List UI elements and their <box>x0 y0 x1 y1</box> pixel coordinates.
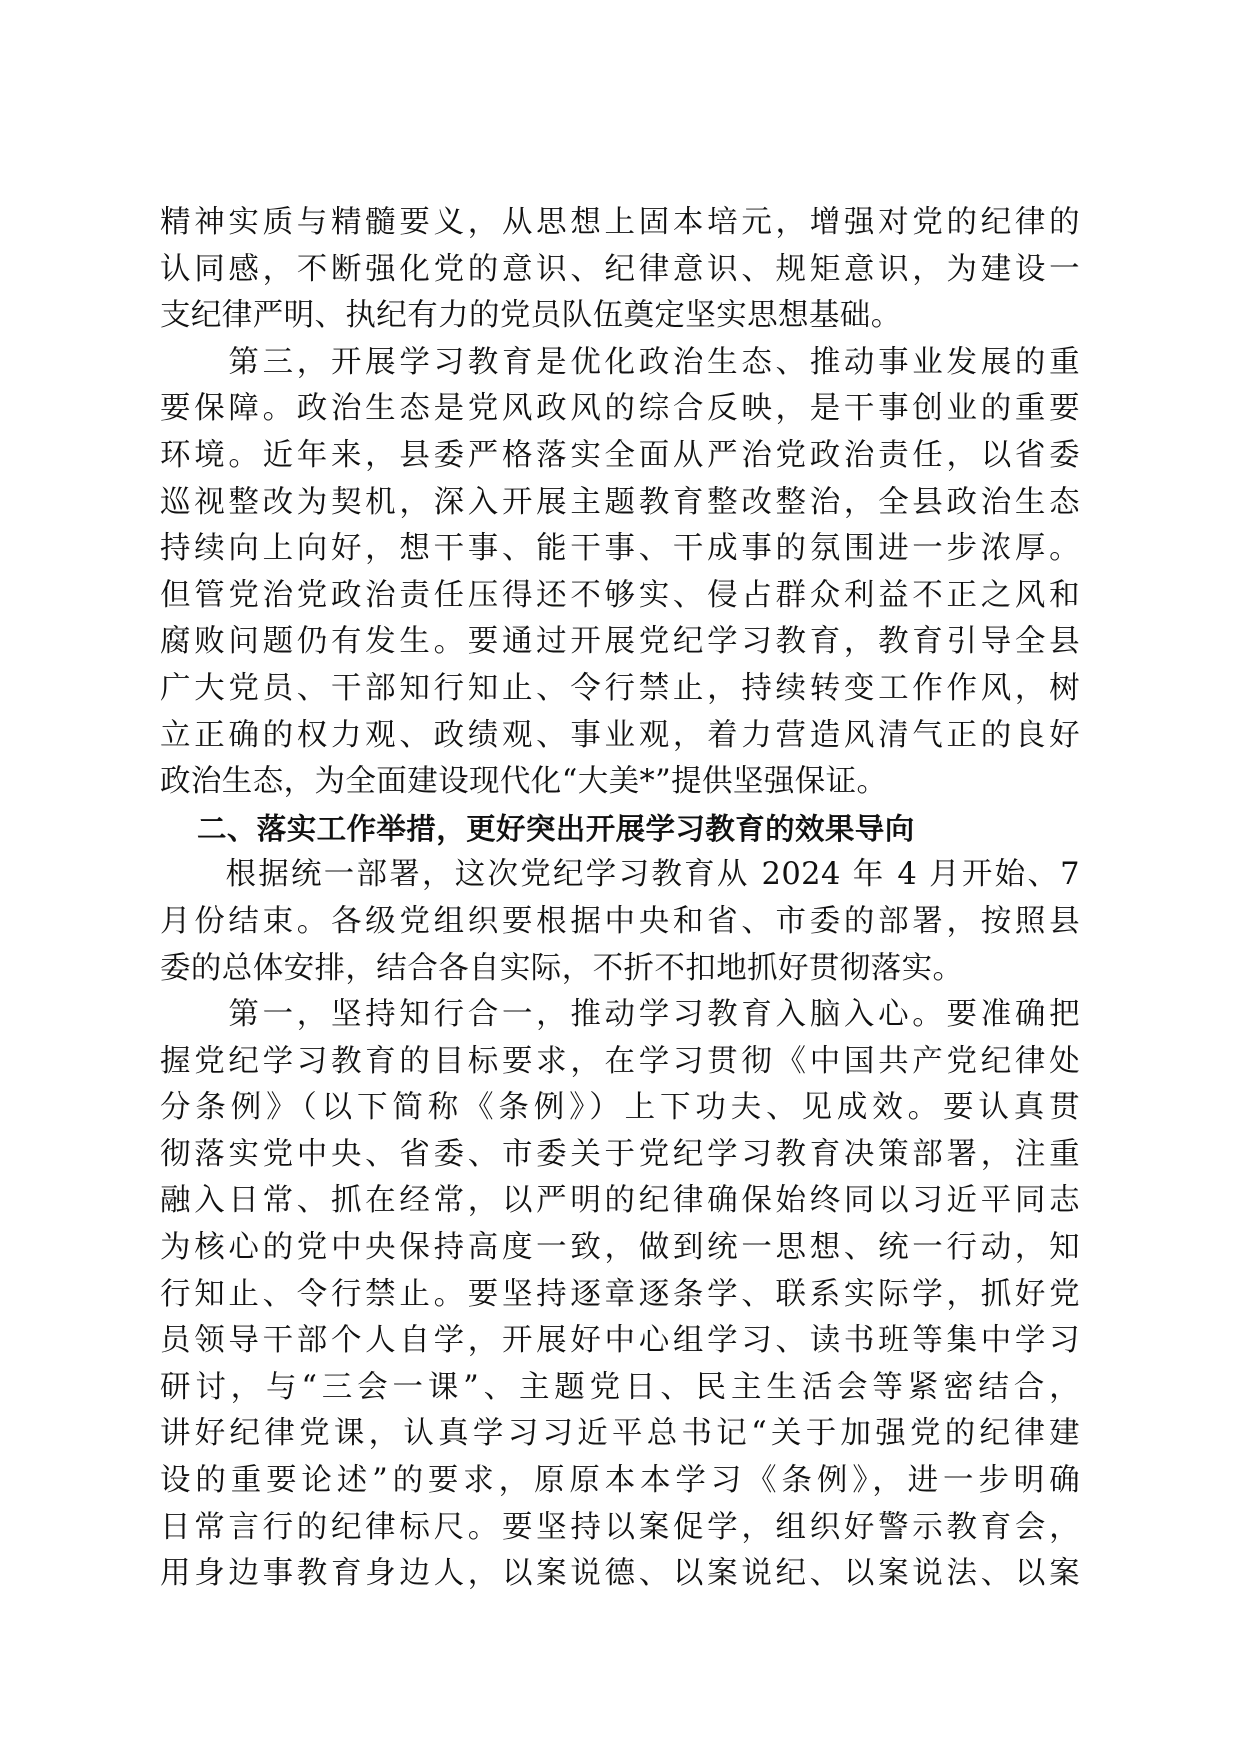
text-line: 持续向上向好，想干事、能干事、干成事的氛围进一步浓厚。 <box>160 531 1080 567</box>
text-line: 腐败问题仍有发生。要通过开展党纪学习教育，教育引导全县 <box>160 624 1080 660</box>
text-line: 根据统一部署，这次党纪学习教育从 2024 年 4 月开始、7 <box>160 857 1080 893</box>
text-line: 第三，开展学习教育是优化政治生态、推动事业发展的重 <box>160 344 1080 380</box>
text-line: 立正确的权力观、政绩观、事业观，着力营造风清气正的良好 <box>160 717 1080 753</box>
text-line: 支纪律严明、执纪有力的党员队伍奠定坚实思想基础。 <box>160 298 902 334</box>
text-line: 分条例》（以下简称《条例》）上下功夫、见成效。要认真贯 <box>160 1090 1080 1126</box>
text-line: 设的重要论述”的要求，原原本本学习《条例》，进一步明确 <box>160 1463 1080 1499</box>
text-line: 月份结束。各级党组织要根据中央和省、市委的部署，按照县 <box>160 903 1080 939</box>
text-line: 精神实质与精髓要义，从思想上固本培元，增强对党的纪律的 <box>160 205 1080 240</box>
text-line: 环境。近年来，县委严格落实全面从严治党政治责任，以省委 <box>160 437 1080 473</box>
text-line: 用身边事教育身边人，以案说德、以案说纪、以案说法、以案 <box>160 1556 1080 1592</box>
text-line: 认同感，不断强化党的意识、纪律意识、规矩意识，为建设一 <box>160 251 1080 287</box>
text-line: 但管党治党政治责任压得还不够实、侵占群众利益不正之风和 <box>160 577 1080 613</box>
text-line: 为核心的党中央保持高度一致，做到统一思想、统一行动，知 <box>160 1230 1080 1266</box>
text-line: 讲好纪律党课，认真学习习近平总书记“关于加强党的纪律建 <box>160 1416 1080 1452</box>
section-heading: 二、落实工作举措，更好突出开展学习教育的效果导向 <box>197 811 915 846</box>
document-body <box>160 200 1080 1598</box>
text-line: 日常言行的纪律标尺。要坚持以案促学，组织好警示教育会， <box>160 1509 1080 1545</box>
text-line: 研讨，与“三会一课”、主题党日、民主生活会等紧密结合， <box>160 1369 1080 1405</box>
text-line: 委的总体安排，结合各自实际，不折不扣地抓好贯彻落实。 <box>160 950 964 986</box>
text-line: 要保障。政治生态是党风政风的综合反映，是干事创业的重要 <box>160 391 1080 427</box>
text-line: 广大党员、干部知行知止、令行禁止，持续转变工作作风，树 <box>160 670 1080 706</box>
text-line: 握党纪学习教育的目标要求，在学习贯彻《中国共产党纪律处 <box>160 1043 1080 1079</box>
text-line: 员领导干部个人自学，开展好中心组学习、读书班等集中学习 <box>160 1323 1080 1359</box>
text-line: 第一，坚持知行合一，推动学习教育入脑入心。要准确把 <box>160 997 1080 1033</box>
text-line: 行知止、令行禁止。要坚持逐章逐条学、联系实际学，抓好党 <box>160 1276 1080 1312</box>
text-line: 政治生态，为全面建设现代化“大美*”提供坚强保证。 <box>160 764 888 800</box>
text-line: 融入日常、抓在经常，以严明的纪律确保始终同以习近平同志 <box>160 1183 1080 1219</box>
text-line: 彻落实党中央、省委、市委关于党纪学习教育决策部署，注重 <box>160 1136 1080 1172</box>
text-line: 巡视整改为契机，深入开展主题教育整改整治，全县政治生态 <box>160 484 1080 520</box>
